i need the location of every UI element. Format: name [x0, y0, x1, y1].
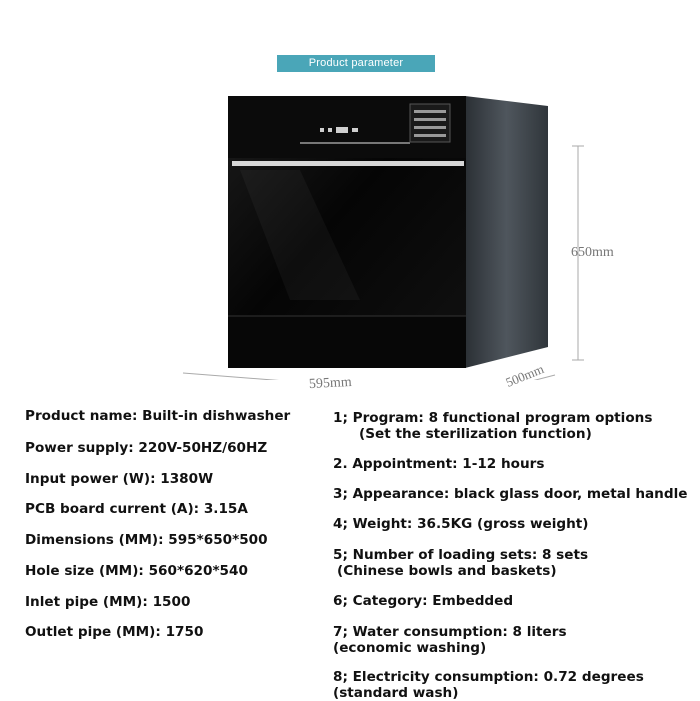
- spec-appearance-line: 3; Appearance: black glass door, metal handle: [333, 486, 688, 502]
- spec-water-consumption: [333, 624, 567, 656]
- spec-weight: [333, 516, 589, 532]
- dishwasher-product-image: [0, 80, 700, 380]
- spec-hole-size: Hole size (MM): 560*620*540: [25, 563, 248, 579]
- spec-water-note: (economic washing): [333, 640, 487, 656]
- spec-dimensions: Dimensions (MM): 595*650*500: [25, 532, 268, 548]
- spec-input-power: Input power (W): 1380W: [25, 471, 214, 487]
- spec-outlet-pipe: Outlet pipe (MM): 1750: [25, 624, 204, 640]
- spec-category: [333, 593, 513, 609]
- spec-loading-sets-line: 5; Number of loading sets: 8 sets: [333, 547, 589, 563]
- spec-inlet-pipe: Inlet pipe (MM): 1500: [25, 594, 191, 610]
- spec-water-line: 7; Water consumption: 8 liters: [333, 624, 567, 640]
- spec-program-note: (Set the sterilization function): [359, 426, 592, 442]
- spec-electricity-note: (standard wash): [333, 685, 459, 701]
- spec-loading-sets-note: (Chinese bowls and baskets): [337, 563, 557, 579]
- spec-electricity-consumption: [333, 669, 644, 701]
- dishwasher-bottom-panel: [228, 316, 466, 368]
- dishwasher-side-panel: [465, 96, 548, 368]
- spec-pcb-current: PCB board current (A): 3.15A: [25, 501, 248, 517]
- spec-program-line: 1; Program: 8 functional program options: [333, 410, 653, 426]
- door-handle: [232, 161, 464, 166]
- spec-loading-sets: [333, 547, 588, 579]
- spec-appearance: [333, 486, 687, 502]
- spec-electricity-line: 8; Electricity consumption: 0.72 degrees: [333, 669, 644, 685]
- spec-weight-line: 4; Weight: 36.5KG (gross weight): [333, 516, 589, 532]
- spec-appointment-line: 2. Appointment: 1-12 hours: [333, 456, 545, 472]
- height-label: 650mm: [571, 245, 614, 260]
- spec-program: [333, 410, 652, 442]
- spec-category-line: 6; Category: Embedded: [333, 593, 514, 609]
- spec-power-supply: Power supply: 220V-50HZ/60HZ: [25, 440, 268, 456]
- spec-appointment: [333, 456, 544, 472]
- depth-label: 500mm: [503, 361, 546, 390]
- product-parameter-banner: Product parameter: [277, 55, 435, 72]
- width-label: 595mm: [308, 374, 353, 393]
- spec-product-name: Product name: Built-in dishwasher: [25, 408, 291, 424]
